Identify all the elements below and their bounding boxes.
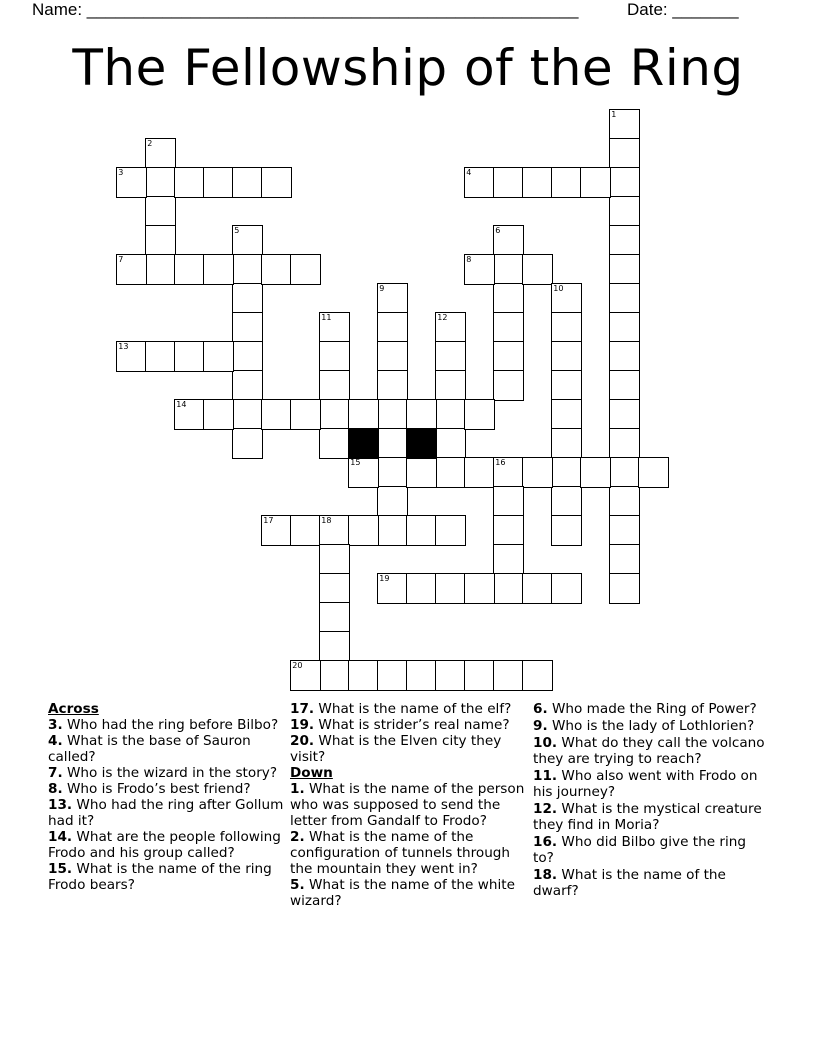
down-clue bbox=[533, 768, 769, 800]
grid-cell[interactable] bbox=[377, 283, 408, 314]
grid-cell[interactable] bbox=[203, 399, 234, 430]
clue-number: 11. bbox=[533, 768, 558, 784]
clue-number-label: 9 bbox=[379, 284, 385, 294]
grid-cell[interactable] bbox=[493, 283, 524, 314]
grid-cell[interactable] bbox=[551, 312, 582, 343]
down-clue bbox=[533, 701, 769, 717]
grid-cell[interactable] bbox=[493, 573, 524, 604]
grid-cell[interactable] bbox=[348, 399, 379, 430]
clue-number-label: 10 bbox=[553, 284, 564, 294]
grid-cell[interactable] bbox=[174, 399, 205, 430]
grid-cell[interactable] bbox=[522, 457, 553, 488]
grid-cell[interactable] bbox=[319, 312, 350, 343]
grid-cell[interactable] bbox=[145, 167, 176, 198]
grid-cell[interactable] bbox=[261, 515, 292, 546]
grid-cell[interactable] bbox=[580, 167, 611, 198]
clue-text: What is the Elven city they visit? bbox=[290, 733, 502, 765]
clue-number: 3. bbox=[48, 717, 63, 733]
grid-cell[interactable] bbox=[638, 457, 669, 488]
grid-cell[interactable] bbox=[464, 254, 495, 285]
grid-cell[interactable] bbox=[145, 254, 176, 285]
grid-cell[interactable] bbox=[377, 457, 408, 488]
down-clue bbox=[533, 801, 769, 833]
grid-cell[interactable] bbox=[493, 167, 524, 198]
grid-cell[interactable] bbox=[609, 515, 640, 546]
clues-column-1 bbox=[48, 701, 284, 893]
grid-cell[interactable] bbox=[609, 544, 640, 575]
clue-text: Who is the wizard in the story? bbox=[66, 765, 278, 781]
grid-cell[interactable] bbox=[551, 486, 582, 517]
clues-column-2 bbox=[290, 701, 526, 909]
clue-number-label: 13 bbox=[118, 342, 129, 352]
grid-cell[interactable] bbox=[551, 428, 582, 459]
grid-cell[interactable] bbox=[145, 225, 176, 256]
grid-cell[interactable] bbox=[145, 138, 176, 169]
across-heading: Across bbox=[48, 701, 99, 717]
clue-number: 18. bbox=[533, 867, 558, 883]
grid-cell[interactable] bbox=[290, 660, 321, 691]
clue-number-label: 19 bbox=[379, 574, 390, 584]
grid-cell[interactable] bbox=[609, 341, 640, 372]
grid-cell[interactable] bbox=[464, 457, 495, 488]
grid-cell[interactable] bbox=[232, 225, 263, 256]
clue-number: 20. bbox=[290, 733, 315, 749]
clue-number-label: 7 bbox=[118, 255, 124, 265]
across-clue bbox=[48, 717, 284, 733]
clue-text: Who had the ring after Gollum had it? bbox=[48, 797, 284, 829]
clue-number: 7. bbox=[48, 765, 63, 781]
clue-number-label: 8 bbox=[466, 255, 472, 265]
clue-number: 4. bbox=[48, 733, 63, 749]
across-clue bbox=[290, 717, 526, 733]
across-clue bbox=[48, 765, 284, 781]
clue-number: 19. bbox=[290, 717, 315, 733]
clues-column-3 bbox=[533, 701, 769, 900]
clue-number-label: 4 bbox=[466, 168, 472, 178]
across-clue bbox=[290, 701, 526, 717]
grid-cell[interactable] bbox=[116, 254, 147, 285]
clue-text: What are the people following Frodo and his group called? bbox=[48, 829, 281, 861]
down-heading: Down bbox=[290, 765, 333, 781]
grid-cell[interactable] bbox=[522, 254, 553, 285]
grid-cell[interactable] bbox=[609, 457, 640, 488]
clue-text: What do they call the volcano they are trying to reach? bbox=[533, 735, 765, 767]
clue-text: What is the mystical creature they find in Moria? bbox=[533, 801, 762, 833]
grid-cell[interactable] bbox=[464, 573, 495, 604]
grid-cell[interactable] bbox=[551, 515, 582, 546]
grid-cell[interactable] bbox=[319, 573, 350, 604]
clue-text: What is the name of the configuration of tunnels through the mountain they went in? bbox=[290, 829, 511, 877]
grid-cell[interactable] bbox=[348, 660, 379, 691]
grid-cell[interactable] bbox=[435, 399, 466, 430]
grid-cell[interactable] bbox=[377, 312, 408, 343]
grid-cell[interactable] bbox=[493, 544, 524, 575]
clue-number-label: 16 bbox=[495, 458, 506, 468]
clue-text: What is the name of the elf? bbox=[318, 701, 512, 717]
grid-cell[interactable] bbox=[464, 167, 495, 198]
clue-number: 12. bbox=[533, 801, 558, 817]
grid-cell[interactable] bbox=[609, 312, 640, 343]
grid-cell[interactable] bbox=[319, 428, 350, 459]
grid-cell[interactable] bbox=[232, 370, 263, 401]
clue-number: 2. bbox=[290, 829, 305, 845]
grid-cell[interactable] bbox=[551, 573, 582, 604]
grid-cell[interactable] bbox=[493, 370, 524, 401]
clue-text: Who made the Ring of Power? bbox=[551, 701, 757, 717]
down-clue bbox=[533, 867, 769, 899]
grid-cell[interactable] bbox=[522, 167, 553, 198]
grid-cell[interactable] bbox=[435, 312, 466, 343]
grid-cell[interactable] bbox=[435, 370, 466, 401]
clue-number-label: 18 bbox=[321, 516, 332, 526]
grid-cell[interactable] bbox=[319, 341, 350, 372]
grid-cell[interactable] bbox=[232, 254, 263, 285]
clue-number-label: 6 bbox=[495, 226, 501, 236]
down-clue bbox=[290, 877, 526, 909]
clue-text: What is the base of Sauron called? bbox=[48, 733, 251, 765]
clue-number-label: 14 bbox=[176, 400, 187, 410]
clue-text: What is strider’s real name? bbox=[318, 717, 510, 733]
grid-cell[interactable] bbox=[493, 457, 524, 488]
clue-number: 16. bbox=[533, 834, 558, 850]
clue-text: Who also went with Frodo on his journey? bbox=[533, 768, 758, 800]
grid-cell[interactable] bbox=[435, 573, 466, 604]
grid-cell[interactable] bbox=[493, 515, 524, 546]
grid-cell[interactable] bbox=[319, 370, 350, 401]
grid-cell[interactable] bbox=[406, 573, 437, 604]
down-clue bbox=[290, 829, 526, 877]
grid-cell[interactable] bbox=[145, 196, 176, 227]
grid-cell[interactable] bbox=[174, 254, 205, 285]
black-cell bbox=[348, 428, 379, 459]
grid-cell[interactable] bbox=[319, 544, 350, 575]
grid-cell[interactable] bbox=[435, 428, 466, 459]
grid-cell[interactable] bbox=[609, 254, 640, 285]
grid-cell[interactable] bbox=[609, 109, 640, 140]
clue-number: 8. bbox=[48, 781, 63, 797]
crossword-grid bbox=[117, 110, 677, 700]
grid-cell[interactable] bbox=[261, 167, 292, 198]
grid-cell[interactable] bbox=[522, 573, 553, 604]
grid-cell[interactable] bbox=[377, 370, 408, 401]
clue-text: What is the name of the dwarf? bbox=[533, 867, 726, 899]
clue-number-label: 1 bbox=[611, 110, 617, 120]
clue-number-label: 5 bbox=[234, 226, 240, 236]
grid-cell[interactable] bbox=[522, 660, 553, 691]
grid-cell[interactable] bbox=[290, 515, 321, 546]
clue-number-label: 15 bbox=[350, 458, 361, 468]
grid-cell[interactable] bbox=[232, 283, 263, 314]
grid-cell[interactable] bbox=[406, 660, 437, 691]
grid-cell[interactable] bbox=[551, 457, 582, 488]
name-field[interactable]: Name: ____________________________________________________ bbox=[32, 0, 579, 19]
grid-cell[interactable] bbox=[464, 660, 495, 691]
grid-cell[interactable] bbox=[232, 399, 263, 430]
clue-number: 6. bbox=[533, 701, 548, 717]
grid-cell[interactable] bbox=[609, 399, 640, 430]
clue-text: Who had the ring before Bilbo? bbox=[66, 717, 279, 733]
clue-text: Who is the lady of Lothlorien? bbox=[551, 718, 755, 734]
across-clue bbox=[48, 829, 284, 861]
clue-number-label: 12 bbox=[437, 313, 448, 323]
grid-cell[interactable] bbox=[406, 399, 437, 430]
clue-number: 17. bbox=[290, 701, 315, 717]
clue-text: Who did Bilbo give the ring to? bbox=[533, 834, 746, 866]
clue-number-label: 20 bbox=[292, 661, 303, 671]
grid-cell[interactable] bbox=[493, 486, 524, 517]
grid-cell[interactable] bbox=[261, 254, 292, 285]
grid-cell[interactable] bbox=[290, 399, 321, 430]
across-clue bbox=[48, 733, 284, 765]
grid-cell[interactable] bbox=[551, 370, 582, 401]
across-clue bbox=[48, 781, 284, 797]
clue-number: 10. bbox=[533, 735, 558, 751]
across-clue bbox=[290, 733, 526, 765]
grid-cell[interactable] bbox=[116, 167, 147, 198]
grid-cell[interactable] bbox=[609, 283, 640, 314]
grid-cell[interactable] bbox=[609, 225, 640, 256]
grid-cell[interactable] bbox=[319, 660, 350, 691]
grid-cell[interactable] bbox=[203, 341, 234, 372]
grid-cell[interactable] bbox=[551, 341, 582, 372]
grid-cell[interactable] bbox=[464, 399, 495, 430]
grid-cell[interactable] bbox=[406, 457, 437, 488]
grid-cell[interactable] bbox=[551, 399, 582, 430]
grid-cell[interactable] bbox=[377, 515, 408, 546]
grid-cell[interactable] bbox=[609, 370, 640, 401]
grid-cell[interactable] bbox=[174, 341, 205, 372]
grid-cell[interactable] bbox=[580, 457, 611, 488]
grid-cell[interactable] bbox=[435, 341, 466, 372]
grid-cell[interactable] bbox=[493, 312, 524, 343]
clue-text: What is the name of the person who was supposed to send the letter from Gandalf to Frodo? bbox=[290, 781, 525, 829]
date-field[interactable]: Date: _______ bbox=[627, 0, 739, 19]
clue-text: What is the name of the ring Frodo bears? bbox=[48, 861, 272, 893]
grid-cell[interactable] bbox=[551, 283, 582, 314]
black-cell bbox=[406, 428, 437, 459]
grid-cell[interactable] bbox=[493, 225, 524, 256]
grid-cell[interactable] bbox=[551, 167, 582, 198]
grid-cell[interactable] bbox=[435, 660, 466, 691]
grid-cell[interactable] bbox=[116, 341, 147, 372]
grid-cell[interactable] bbox=[377, 428, 408, 459]
grid-cell[interactable] bbox=[609, 138, 640, 169]
across-clue bbox=[48, 797, 284, 829]
grid-cell[interactable] bbox=[435, 457, 466, 488]
down-clue bbox=[290, 781, 526, 829]
grid-cell[interactable] bbox=[203, 254, 234, 285]
grid-cell[interactable] bbox=[377, 399, 408, 430]
grid-cell[interactable] bbox=[609, 573, 640, 604]
grid-cell[interactable] bbox=[377, 660, 408, 691]
clue-text: What is the name of the white wizard? bbox=[290, 877, 515, 909]
grid-cell[interactable] bbox=[232, 341, 263, 372]
grid-cell[interactable] bbox=[232, 167, 263, 198]
clue-number-label: 2 bbox=[147, 139, 153, 149]
grid-cell[interactable] bbox=[406, 515, 437, 546]
clue-number-label: 11 bbox=[321, 313, 332, 323]
across-clue bbox=[48, 861, 284, 893]
grid-cell[interactable] bbox=[290, 254, 321, 285]
grid-cell[interactable] bbox=[348, 457, 379, 488]
clue-number: 14. bbox=[48, 829, 73, 845]
grid-cell[interactable] bbox=[348, 515, 379, 546]
clue-number: 9. bbox=[533, 718, 548, 734]
grid-cell[interactable] bbox=[609, 428, 640, 459]
grid-cell[interactable] bbox=[319, 602, 350, 633]
clue-number: 15. bbox=[48, 861, 73, 877]
grid-cell[interactable] bbox=[493, 341, 524, 372]
grid-cell[interactable] bbox=[377, 573, 408, 604]
clue-number: 5. bbox=[290, 877, 305, 893]
clue-number-label: 17 bbox=[263, 516, 274, 526]
grid-cell[interactable] bbox=[377, 486, 408, 517]
grid-cell[interactable] bbox=[377, 341, 408, 372]
grid-cell[interactable] bbox=[203, 167, 234, 198]
clue-text: Who is Frodo’s best friend? bbox=[66, 781, 251, 797]
grid-cell[interactable] bbox=[609, 486, 640, 517]
grid-cell[interactable] bbox=[174, 167, 205, 198]
grid-cell[interactable] bbox=[493, 660, 524, 691]
grid-cell[interactable] bbox=[435, 515, 466, 546]
grid-cell[interactable] bbox=[261, 399, 292, 430]
grid-cell[interactable] bbox=[145, 341, 176, 372]
down-clue bbox=[533, 718, 769, 734]
clue-number-label: 3 bbox=[118, 168, 124, 178]
grid-cell[interactable] bbox=[609, 196, 640, 227]
grid-cell[interactable] bbox=[319, 399, 350, 430]
grid-cell[interactable] bbox=[319, 515, 350, 546]
page-title: The Fellowship of the Ring bbox=[72, 39, 744, 97]
grid-cell[interactable] bbox=[232, 312, 263, 343]
down-clue bbox=[533, 834, 769, 866]
clue-number: 1. bbox=[290, 781, 305, 797]
grid-cell[interactable] bbox=[319, 631, 350, 662]
grid-cell[interactable] bbox=[609, 167, 640, 198]
down-clue bbox=[533, 735, 769, 767]
grid-cell[interactable] bbox=[493, 254, 524, 285]
grid-cell[interactable] bbox=[232, 428, 263, 459]
clue-number: 13. bbox=[48, 797, 73, 813]
